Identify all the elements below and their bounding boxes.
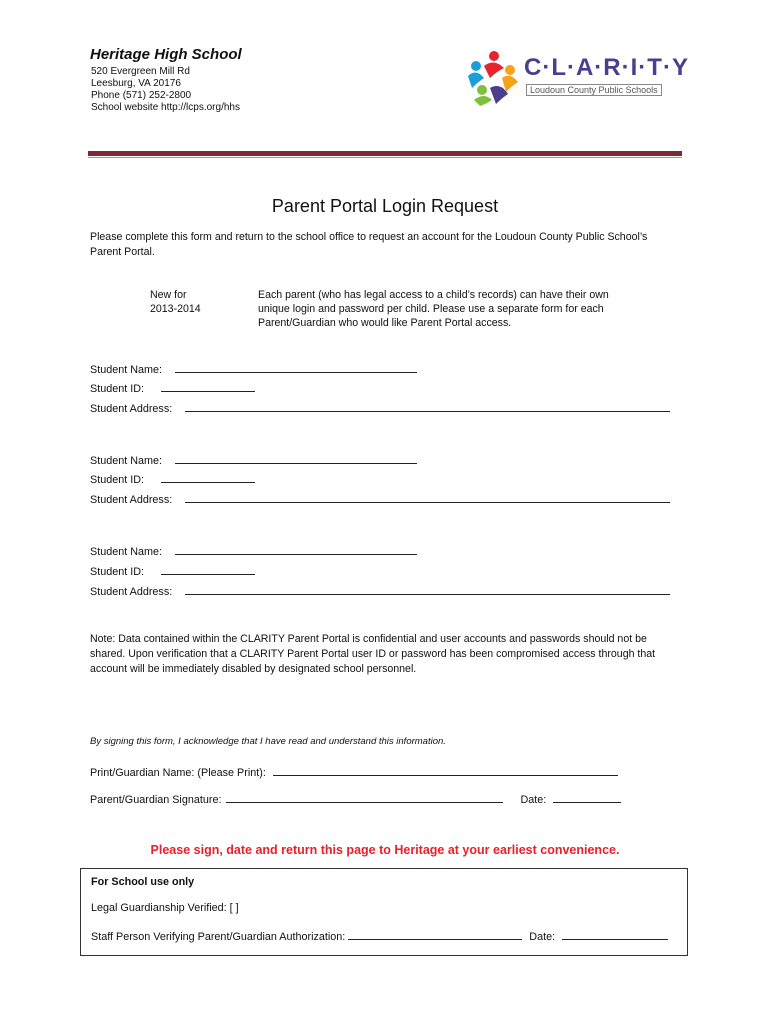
address-line-2: Leesburg, VA 20176 <box>91 78 181 89</box>
student-id-row-2 <box>90 472 255 486</box>
student-name-row-2 <box>90 453 417 467</box>
student-address-label: Student Address: <box>90 403 173 415</box>
clarity-wordmark: C·L·A·R·I·T·Y <box>524 54 689 81</box>
signature-date-field[interactable] <box>553 792 621 803</box>
student-address-label: Student Address: <box>90 586 173 598</box>
guardian-name-label: Print/Guardian Name: (Please Print): <box>90 767 266 779</box>
staff-date-field[interactable] <box>562 929 668 940</box>
guardian-name-field[interactable] <box>273 765 618 776</box>
student-id-label: Student ID: <box>90 383 145 395</box>
clarity-tagline: Loudoun County Public Schools <box>526 84 662 96</box>
student-address-field[interactable] <box>185 401 670 412</box>
new-for-line1: New for <box>150 289 187 301</box>
clarity-logo <box>462 48 689 106</box>
form-title: Parent Portal Login Request <box>271 196 499 216</box>
student-name-row-1 <box>90 362 417 376</box>
new-for-year: 2013-2014 <box>150 303 201 315</box>
school-use-box <box>80 868 688 956</box>
student-name-label: Student Name: <box>90 546 163 558</box>
guardian-name-row <box>90 765 618 779</box>
school-website: School website http://lcps.org/hhs <box>91 102 240 113</box>
guardianship-verified[interactable]: Legal Guardianship Verified: [ ] <box>91 902 239 914</box>
student-id-label: Student ID: <box>90 566 145 578</box>
acknowledgement-text: By signing this form, I acknowledge that I have read and understand this information. <box>90 736 446 747</box>
student-address-field[interactable] <box>185 584 670 595</box>
student-id-field[interactable] <box>161 472 255 483</box>
student-name-field[interactable] <box>175 362 417 373</box>
student-id-label: Student ID: <box>90 474 145 486</box>
student-id-field[interactable] <box>161 564 255 575</box>
student-address-label: Student Address: <box>90 494 173 506</box>
staff-verifying-row <box>91 929 668 943</box>
student-name-field[interactable] <box>175 544 417 555</box>
staff-verifying-field[interactable] <box>348 929 522 940</box>
guardian-signature-label: Parent/Guardian Signature: <box>90 794 222 806</box>
student-address-row-1 <box>90 401 670 415</box>
staff-date-label: Date: <box>529 931 556 943</box>
student-name-field[interactable] <box>175 453 417 464</box>
school-use-title: For School use only <box>91 876 195 888</box>
header-divider <box>88 151 682 156</box>
student-id-row-1 <box>90 381 255 395</box>
header-divider-shadow <box>88 157 682 158</box>
confidentiality-note: Note: Data contained within the CLARITY Parent Portal is confidential and user accounts and passwords should not be shared. Upon verification that a CLARITY Parent Portal user ID or password has been compromised access through that account will be immediately disabled by designated school personnel. <box>90 633 656 675</box>
separate-form-notice: Each parent (who has legal access to a child’s records) can have their own unique login and password per child. Please use a separate form for each Parent/Guardian who would like Parent Portal access. <box>258 289 609 329</box>
return-notice: Please sign, date and return this page to Heritage at your earliest convenience. <box>150 843 620 857</box>
new-for-label <box>150 288 201 316</box>
form-intro: Please complete this form and return to the school office to request an account for the Loudoun County Public School’s Parent Portal. <box>90 231 648 258</box>
student-address-row-3 <box>90 584 670 598</box>
staff-verifying-label: Staff Person Verifying Parent/Guardian Authorization: <box>91 931 346 943</box>
student-name-label: Student Name: <box>90 364 163 376</box>
student-name-label: Student Name: <box>90 455 163 467</box>
school-name: Heritage High School <box>90 46 242 63</box>
student-id-row-3 <box>90 564 255 578</box>
student-id-field[interactable] <box>161 381 255 392</box>
guardian-signature-field[interactable] <box>226 792 503 803</box>
signature-date-label: Date: <box>520 794 547 806</box>
address-line-1: 520 Evergreen Mill Rd <box>91 66 190 77</box>
guardian-signature-row <box>90 792 621 806</box>
school-phone: Phone (571) 252-2800 <box>91 90 192 101</box>
student-name-row-3 <box>90 544 417 558</box>
student-address-field[interactable] <box>185 492 670 503</box>
student-address-row-2 <box>90 492 670 506</box>
